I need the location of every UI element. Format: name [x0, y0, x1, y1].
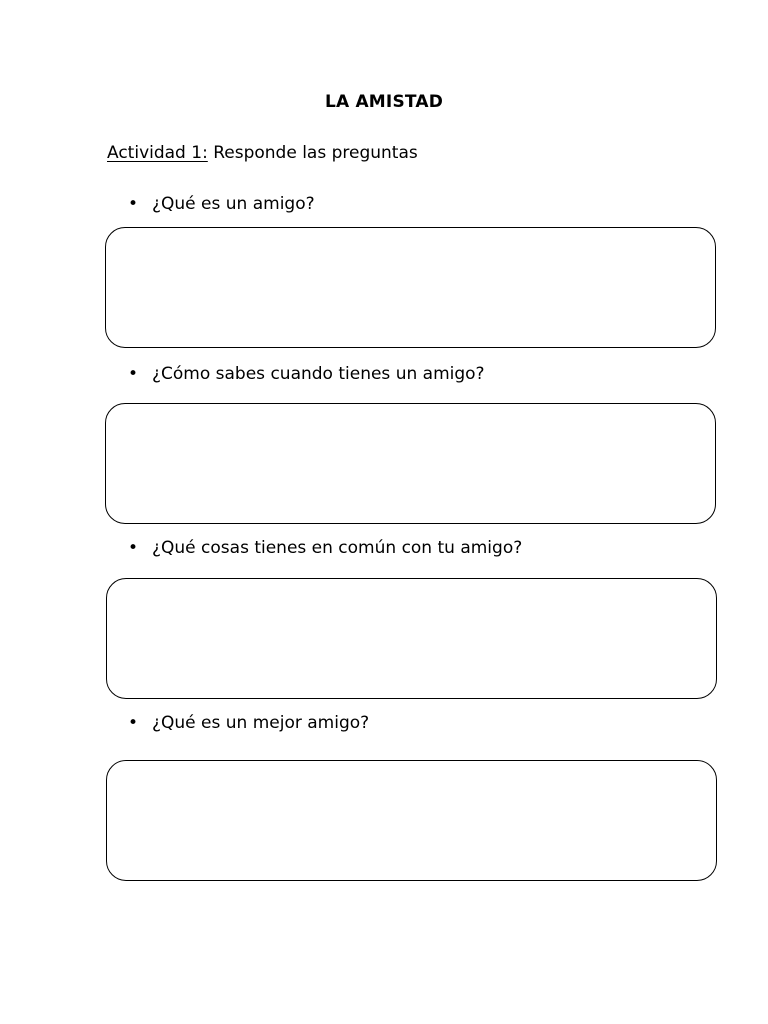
activity-label: Actividad 1:: [107, 143, 208, 163]
answer-box-2[interactable]: [105, 403, 716, 524]
bullet-icon: •: [128, 538, 139, 558]
question-1: [128, 194, 315, 214]
question-4: [128, 713, 369, 733]
question-2: [128, 364, 485, 384]
question-4-text: ¿Qué es un mejor amigo?: [152, 713, 370, 733]
answer-box-1[interactable]: [105, 227, 716, 348]
bullet-icon: •: [128, 194, 139, 214]
bullet-icon: •: [128, 713, 139, 733]
bullet-icon: •: [128, 364, 139, 384]
answer-box-3[interactable]: [106, 578, 717, 699]
activity-instruction: Responde las preguntas: [213, 143, 418, 163]
question-2-text: ¿Cómo sabes cuando tienes un amigo?: [152, 364, 485, 384]
answer-box-4[interactable]: [106, 760, 717, 881]
question-3-text: ¿Qué cosas tienes en común con tu amigo?: [152, 538, 523, 558]
question-1-text: ¿Qué es un amigo?: [152, 194, 315, 214]
question-3: [128, 538, 522, 558]
page-title: LA AMISTAD: [324, 92, 444, 112]
activity-heading: [107, 143, 418, 163]
